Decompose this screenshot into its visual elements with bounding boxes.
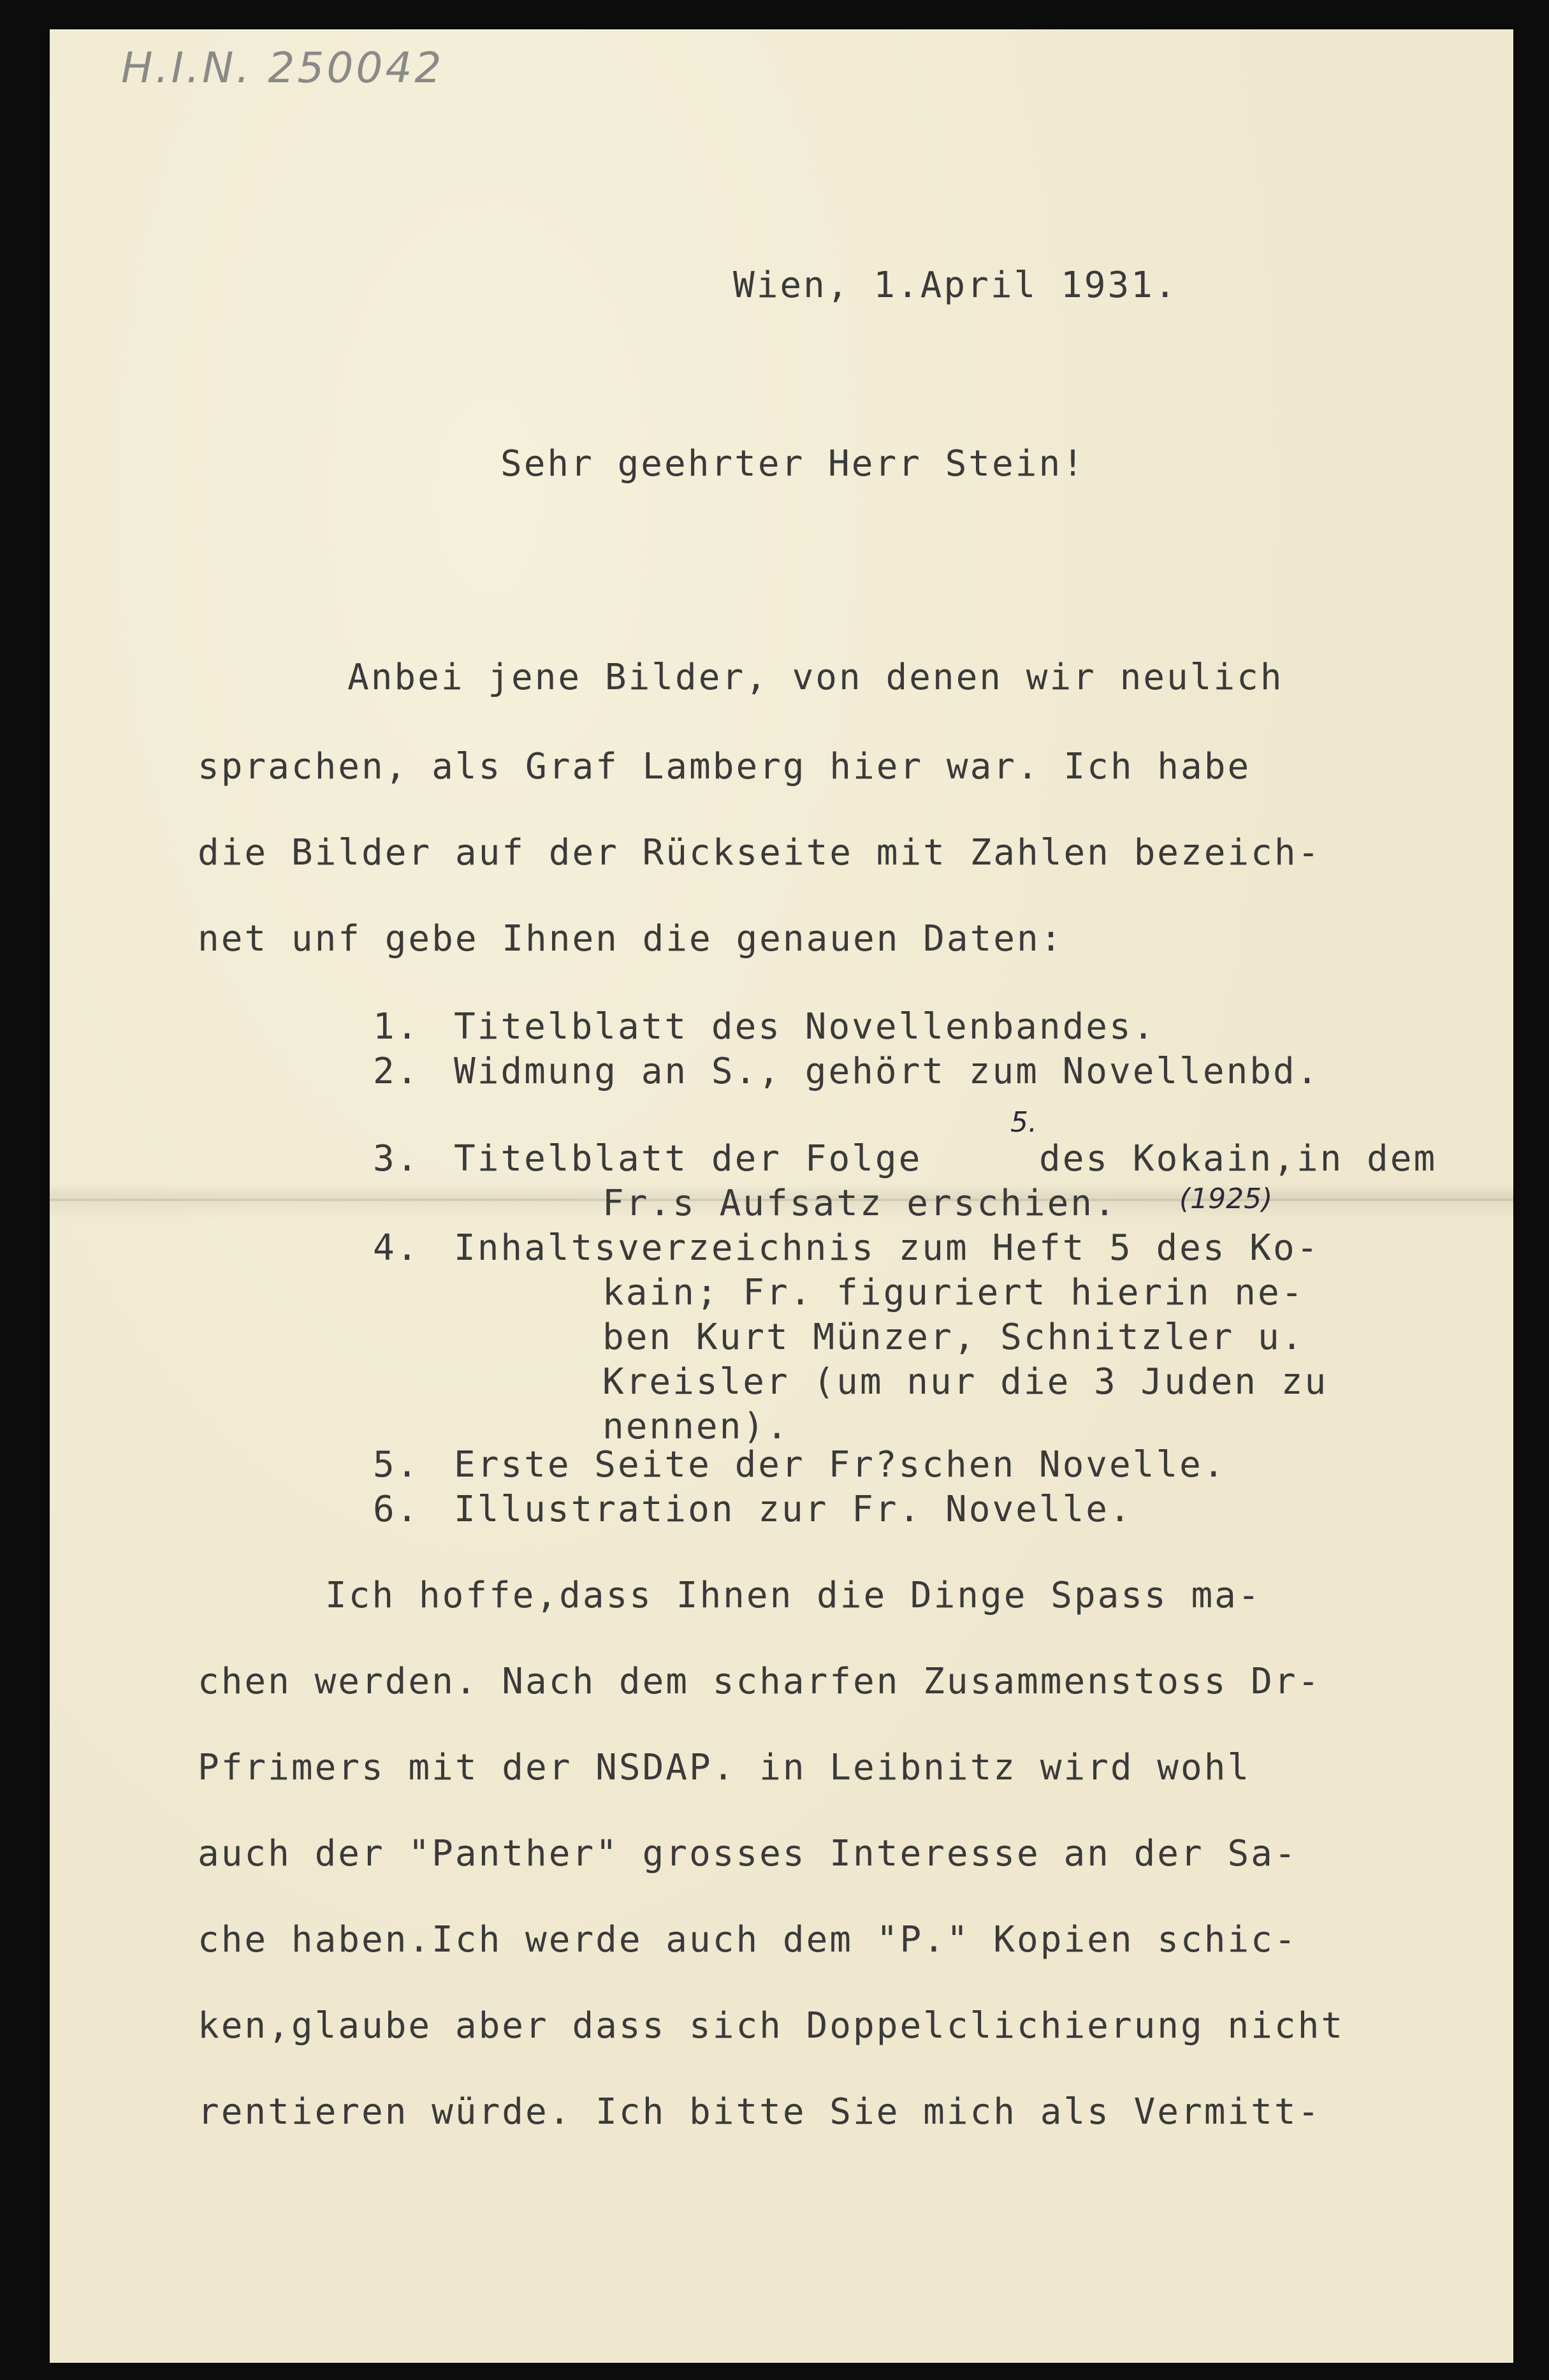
closing-line: ken,glaube aber dass sich Doppelclichierung nicht [198, 2005, 1345, 2047]
list-text: Widmung an S., gehört zum Novellenbd. [454, 1051, 1320, 1092]
list-text: nennen). [602, 1406, 790, 1447]
closing-line: auch der "Panther" grosses Interesse an der Sa- [198, 1833, 1298, 1874]
list-text: Fr.s Aufsatz erschien. [602, 1183, 1117, 1224]
place-date: Wien, 1.April 1931. [733, 265, 1178, 306]
handwritten-year-note: (1925) [1179, 1183, 1273, 1215]
intro-line: Anbei jene Bilder, von denen wir neulich [347, 657, 1284, 698]
salutation: Sehr geehrter Herr Stein! [500, 443, 1086, 485]
intro-line: sprachen, als Graf Lamberg hier war. Ich habe [198, 746, 1251, 787]
archive-number: H.I.N. 250042 [121, 43, 444, 92]
list-text: ben Kurt Münzer, Schnitzler u. [602, 1317, 1305, 1358]
list-number: 4. [373, 1227, 420, 1269]
handwritten-issue-note: 5. [1010, 1106, 1037, 1139]
list-number: 3. [373, 1138, 420, 1179]
list-number: 5. [373, 1444, 420, 1486]
list-text: Erste Seite der Fr?schen Novelle. [454, 1444, 1226, 1486]
list-text: Inhaltsverzeichnis zum Heft 5 des Ko- [454, 1227, 1320, 1269]
list-text: Illustration zur Fr. Novelle. [454, 1489, 1133, 1530]
list-text: des Kokain,in dem [1039, 1138, 1437, 1179]
list-number: 6. [373, 1489, 420, 1530]
closing-line: Ich hoffe,dass Ihnen die Dinge Spass ma- [325, 1575, 1262, 1616]
list-number: 1. [373, 1006, 420, 1048]
intro-line: net unf gebe Ihnen die genauen Daten: [198, 918, 1064, 960]
closing-line: rentieren würde. Ich bitte Sie mich als Vermitt- [198, 2091, 1321, 2133]
list-text: Titelblatt der Folge [454, 1138, 922, 1179]
list-number: 2. [373, 1051, 420, 1092]
intro-line: die Bilder auf der Rückseite mit Zahlen bezeich- [198, 832, 1321, 873]
closing-line: Pfrimers mit der NSDAP. in Leibnitz wird wohl [198, 1747, 1251, 1788]
closing-line: che haben.Ich werde auch dem "P." Kopien schic- [198, 1919, 1298, 1960]
list-text: kain; Fr. figuriert hierin ne- [602, 1272, 1305, 1313]
list-text: Kreisler (um nur die 3 Juden zu [602, 1361, 1328, 1403]
list-text: Titelblatt des Novellenbandes. [454, 1006, 1156, 1048]
closing-line: chen werden. Nach dem scharfen Zusammenstoss Dr- [198, 1661, 1321, 1702]
